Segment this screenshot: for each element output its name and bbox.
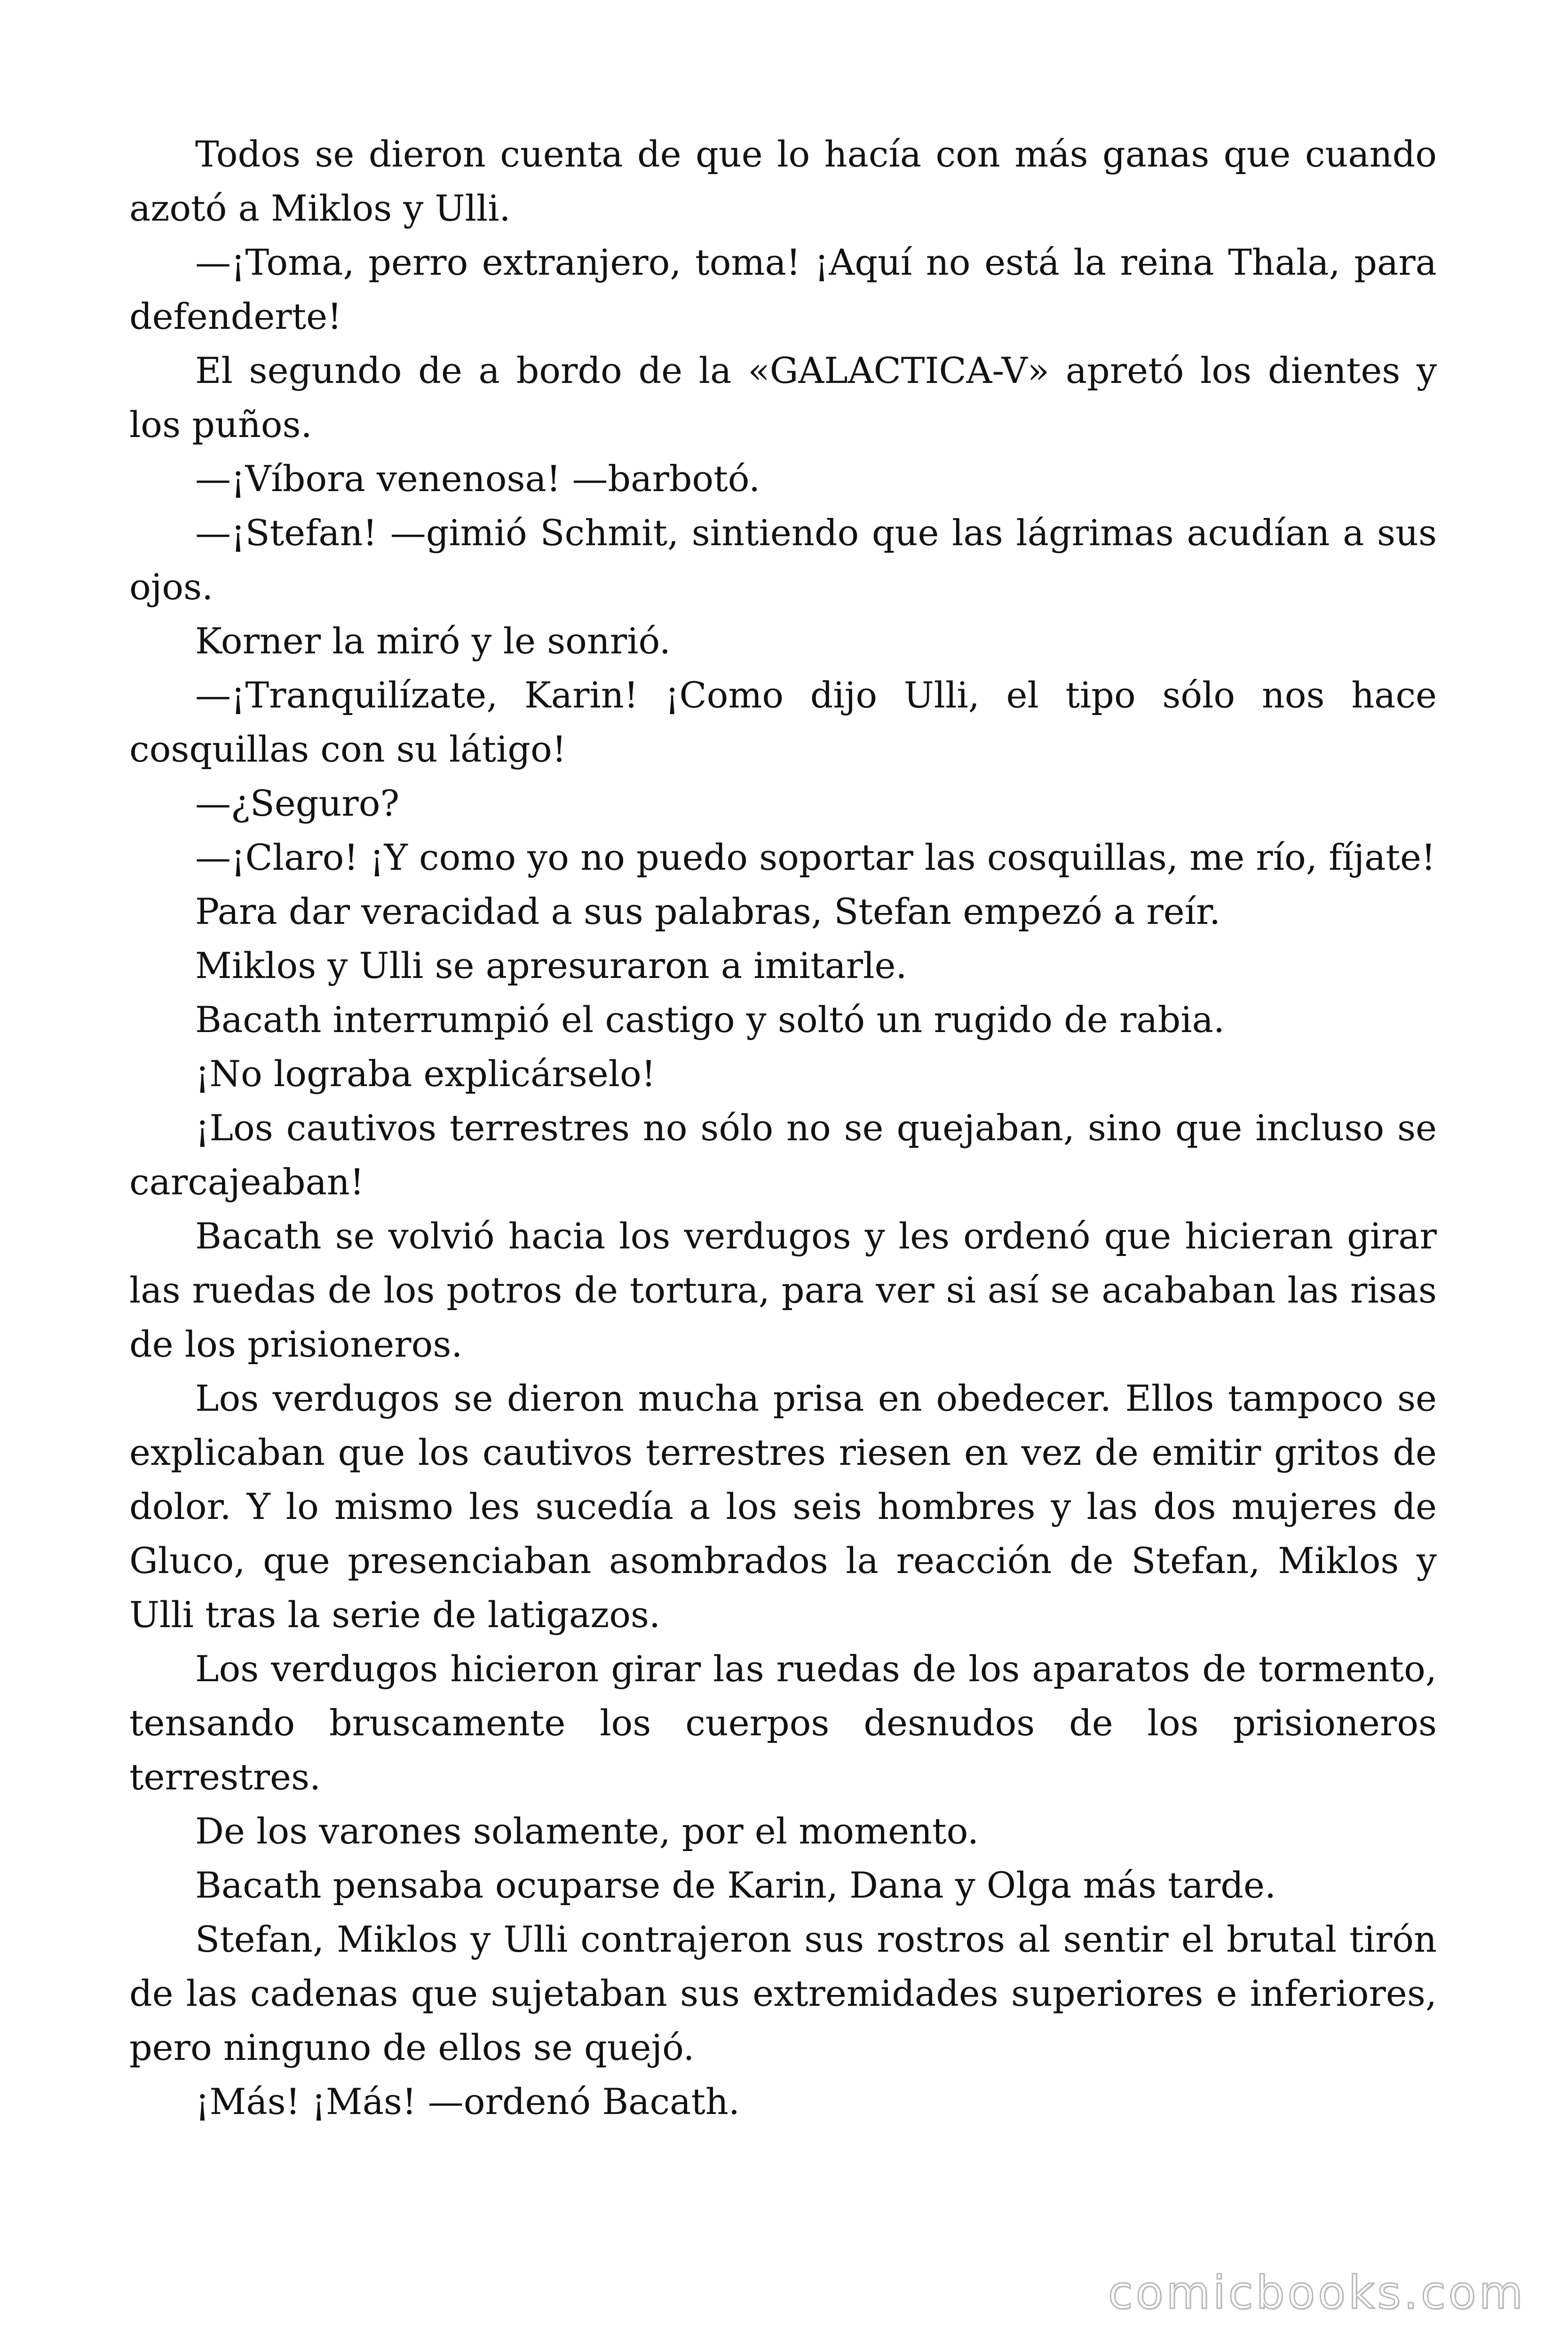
paragraph: —¿Seguro? [195,782,400,824]
paragraph: El segundo de a bordo de la «GALACTICA-V» apretó los dientes y los puños. [129,350,1437,445]
paragraph: ¡Más! ¡Más! —ordenó Bacath. [195,2081,740,2122]
paragraph: —¡Claro! ¡Y como yo no puedo soportar las cosquillas, me río, fíjate! [195,836,1436,878]
paragraph: Bacath se volvió hacia los verdugos y les ordenó que hicieran girar las ruedas de los potros de tortura, para ver si así se acababan las risas de los prisioneros. [129,1215,1437,1365]
paragraph: Bacath interrumpió el castigo y soltó un rugido de rabia. [195,999,1225,1041]
paragraph: —¡Tranquilízate, Karin! ¡Como dijo Ulli, el tipo sólo nos hace cosquillas con su látigo! [129,674,1437,770]
paragraph: Los verdugos hicieron girar las ruedas de los aparatos de tormento, tensando bruscamente los cuerpos desnudos de los prisioneros terrestres. [129,1648,1437,1798]
paragraph: Todos se dieron cuenta de que lo hacía con más ganas que cuando azotó a Miklos y Ulli. [129,133,1437,229]
paragraph: Stefan, Miklos y Ulli contrajeron sus rostros al sentir el brutal tirón de las cadenas que sujetaban sus extremidades superiores e inferiores, pero ninguno de ellos se quejó. [129,1918,1437,2068]
paragraph: Los verdugos se dieron mucha prisa en obedecer. Ellos tampoco se explicaban que los cautivos terrestres riesen en vez de emitir gritos de dolor. Y lo mismo les sucedía a los seis hombres y las dos mujeres de Gluco, que presenciaban asombrados la reacción de Stefan, Miklos y Ulli tras la serie de latigazos. [129,1377,1437,1636]
paragraph: Bacath pensaba ocuparse de Karin, Dana y Olga más tarde. [195,1864,1276,1906]
paragraph: —¡Stefan! —gimió Schmit, sintiendo que las lágrimas acudían a sus ojos. [129,512,1437,608]
paragraph: Miklos y Ulli se apresuraron a imitarle. [195,945,907,986]
paragraph: Para dar veracidad a sus palabras, Stefan empezó a reír. [195,890,1221,932]
watermark: comicbooks.com [1108,2266,1526,2319]
paragraph: Korner la miró y le sonrió. [195,620,671,662]
paragraph: De los varones solamente, por el momento. [195,1810,979,1852]
paragraph: —¡Toma, perro extranjero, toma! ¡Aquí no está la reina Thala, para defenderte! [129,241,1437,337]
paragraph: ¡No lograba explicárselo! [195,1053,656,1095]
paragraph: —¡Víbora venenosa! —barbotó. [195,458,760,500]
paragraph: ¡Los cautivos terrestres no sólo no se quejaban, sino que incluso se carcajeaban! [129,1107,1437,1203]
page-text [129,127,1437,2129]
